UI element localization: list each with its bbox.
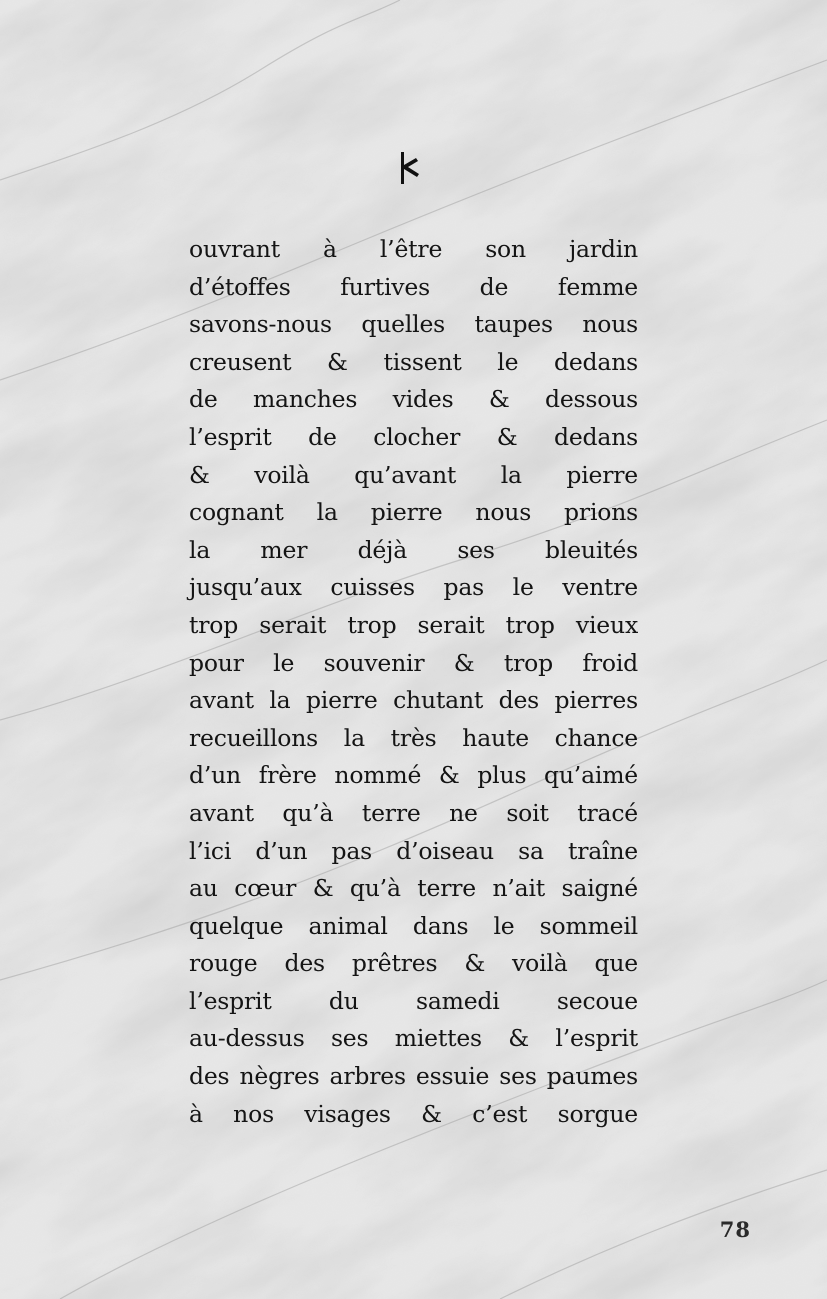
poem-line: savons-nous quelles taupes nous xyxy=(189,310,638,339)
poem-line: la mer déjà ses bleuités xyxy=(189,535,638,564)
poem-line: jusqu’aux cuisses pas le ventre xyxy=(189,573,638,602)
poem-text xyxy=(189,231,638,1133)
runic-b-icon xyxy=(396,150,426,186)
page-number: 78 xyxy=(719,1217,751,1242)
poem-line: creusent & tissent le dedans xyxy=(189,347,638,376)
poem-line: l’ici d’un pas d’oiseau sa traîne xyxy=(189,836,638,865)
poem-line: l’esprit de clocher & dedans xyxy=(189,422,638,451)
poem-line: quelque animal dans le sommeil xyxy=(189,911,638,940)
poem-line: avant la pierre chutant des pierres xyxy=(189,686,638,715)
poem-line: recueillons la très haute chance xyxy=(189,723,638,752)
poem-line: à nos visages & c’est sorgue xyxy=(189,1099,638,1128)
poem-line: l’esprit du samedi secoue xyxy=(189,986,638,1015)
poem-line: de manches vides & dessous xyxy=(189,385,638,414)
poem-line: des nègres arbres essuie ses paumes xyxy=(189,1062,638,1091)
poem-line: rouge des prêtres & voilà que xyxy=(189,949,638,978)
poem-line: cognant la pierre nous prions xyxy=(189,498,638,527)
poem-line: ouvrant à l’être son jardin xyxy=(189,235,638,263)
poem-line: au-dessus ses miettes & l’esprit xyxy=(189,1024,638,1053)
poem-line: & voilà qu’avant la pierre xyxy=(189,460,638,489)
poem-line: au cœur & qu’à terre n’ait saigné xyxy=(189,874,638,903)
poem-line: d’un frère nommé & plus qu’aimé xyxy=(189,761,638,790)
poem-line: avant qu’à terre ne soit tracé xyxy=(189,798,638,827)
poem-line: trop serait trop serait trop vieux xyxy=(189,610,638,639)
poem-line: d’étoffes furtives de femme xyxy=(189,272,638,301)
poem-line: pour le souvenir & trop froid xyxy=(189,648,638,677)
